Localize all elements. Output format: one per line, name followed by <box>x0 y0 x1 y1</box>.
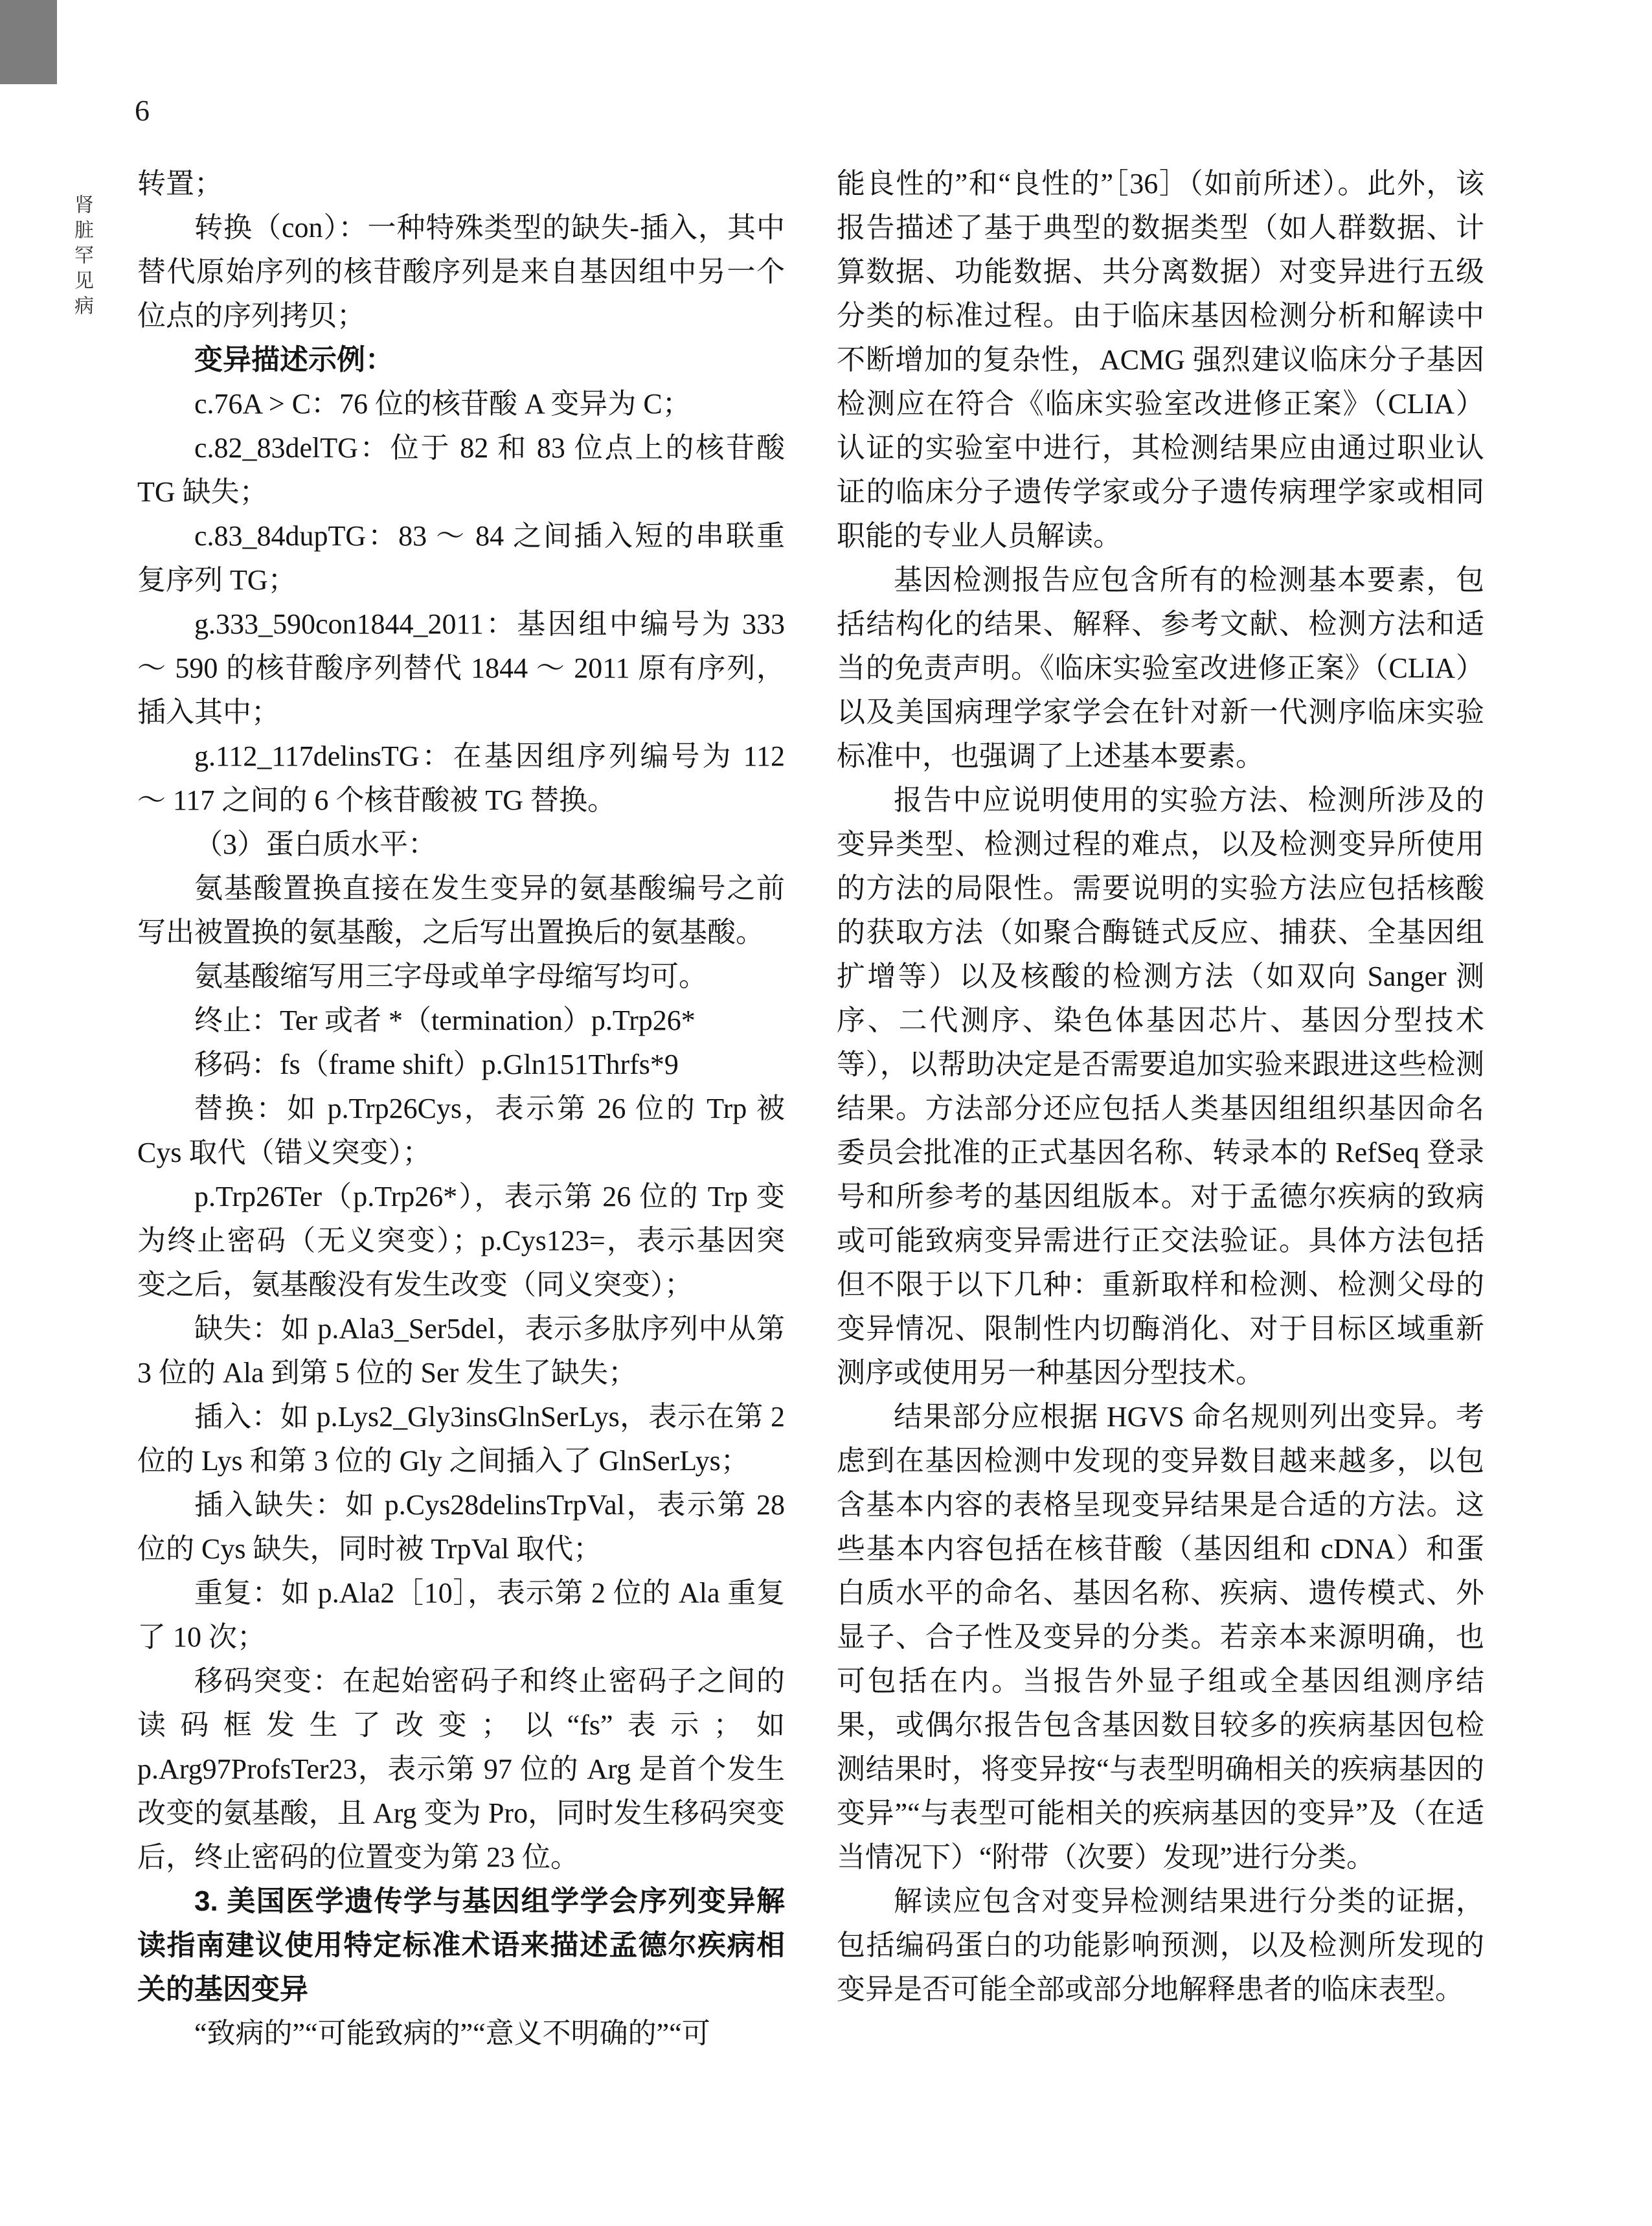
paragraph: 报告中应说明使用的实验方法、检测所涉及的变异类型、检测过程的难点，以及检测变异所使用的方法的局限性。需要说明的实验方法应包括核酸的获取方法（如聚合酶链式反应、捕获、全基因组扩增等）以及核酸的检测方法（如双向 Sanger 测序、二代测序、染色体基因芯片、基因分型技术等），以帮助决定是否需要追加实验来跟进这些检测结果。方法部分还应包括人类基因组组织基因命名委员会批准的正式基因名称、转录本的 RefSeq 登录号和所参考的基因组版本。对于孟德尔疾病的致病或可能致病变异需进行正交法验证。具体方法包括但不限于以下几种：重新取样和检测、检测父母的变异情况、限制性内切酶消化、对于目标区域重新测序或使用另一种基因分型技术。 <box>837 784 1484 1389</box>
paragraph: p.Trp26Ter（p.Trp26*），表示第 26 位的 Trp 变为终止密码（无义突变）；p.Cys123=，表示基因突变之后，氨基酸没有发生改变（同义突变）； <box>137 1181 785 1300</box>
paragraph: 解读应包含对变异检测结果进行分类的证据，包括编码蛋白的功能影响预测，以及检测所发现的变异是否可能全部或部分地解释患者的临床表型。 <box>837 1885 1484 2005</box>
margin-vertical-label: 肾脏罕见病 <box>71 194 93 321</box>
paragraph: 转置； <box>137 168 223 199</box>
right-column <box>837 162 1484 2056</box>
paragraph: c.83_84dupTG：83 ～ 84 之间插入短的串联重复序列 TG； <box>137 520 785 596</box>
paragraph: 变异描述示例： <box>194 344 394 376</box>
paragraph: 基因检测报告应包含所有的检测基本要素，包括结构化的结果、解释、参考文献、检测方法和适当的免责声明。《临床实验室改进修正案》（CLIA）以及美国病理学家学会在针对新一代测序临床实验标准中，也强调了上述基本要素。 <box>837 564 1484 772</box>
paragraph: c.76A > C：76 位的核苷酸 A 变异为 C； <box>194 388 691 420</box>
page-number: 6 <box>135 94 150 127</box>
paragraph: 氨基酸置换直接在发生变异的氨基酸编号之前写出被置换的氨基酸，之后写出置换后的氨基酸。 <box>137 872 785 948</box>
paragraph: 移码：fs（frame shift）p.Gln151Thrfs*9 <box>194 1049 679 1080</box>
paragraph: 能良性的”和“良性的”［36］（如前所述）。此外，该报告描述了基于典型的数据类型（如人群数据、计算数据、功能数据、共分离数据）对变异进行五级分类的标准过程。由于临床基因检测分析和解读中不断增加的复杂性，ACMG 强烈建议临床分子基因检测应在符合《临床实验室改进修正案》（CLIA）认证的实验室中进行，其检测结果应由通过职业认证的临床分子遗传学家或分子遗传病理学家或相同职能的专业人员解读。 <box>837 168 1484 552</box>
paragraph: 插入缺失：如 p.Cys28delinsTrpVal，表示第 28 位的 Cys 缺失，同时被 TrpVal 取代； <box>137 1489 785 1565</box>
paragraph: 氨基酸缩写用三字母或单字母缩写均可。 <box>194 960 707 992</box>
left-column <box>137 162 785 2056</box>
paragraph: 终止：Ter 或者 *（termination）p.Trp26* <box>194 1005 696 1036</box>
paragraph: 缺失：如 p.Ala3_Ser5del，表示多肽序列中从第 3 位的 Ala 到第 5 位的 Ser 发生了缺失； <box>137 1313 785 1389</box>
paragraph: 移码突变：在起始密码子和终止密码子之间的读码框发生了改变；以“fs”表示；如 p.Arg97ProfsTer23，表示第 97 位的 Arg 是首个发生改变的氨基酸，且 Arg 变为 Pro，同时发生移码突变后，终止密码的位置变为第 23 位。 <box>137 1665 785 1873</box>
paragraph: 替换：如 p.Trp26Cys，表示第 26 位的 Trp 被 Cys 取代（错义突变）； <box>137 1093 785 1168</box>
paragraph: c.82_83delTG：位于 82 和 83 位点上的核苷酸 TG 缺失； <box>137 432 785 508</box>
paragraph: “致病的”“可能致病的”“意义不明确的”“可 <box>194 2017 710 2049</box>
paragraph: 转换（con）：一种特殊类型的缺失-插入，其中替代原始序列的核苷酸序列是来自基因组中另一个位点的序列拷贝； <box>137 212 785 332</box>
paragraph: 3. 美国医学遗传学与基因组学学会序列变异解读指南建议使用特定标准术语来描述孟德尔疾病相关的基因变异 <box>137 1885 785 2005</box>
paragraph: 插入：如 p.Lys2_Gly3insGlnSerLys，表示在第 2 位的 Lys 和第 3 位的 Gly 之间插入了 GlnSerLys； <box>137 1401 785 1477</box>
corner-bleed-block <box>0 0 57 84</box>
paragraph: g.333_590con1844_2011：基因组中编号为 333 ～ 590 的核苷酸序列替代 1844 ～ 2011 原有序列，插入其中； <box>137 608 785 728</box>
paragraph: 重复：如 p.Ala2［10］，表示第 2 位的 Ala 重复了 10 次； <box>137 1577 785 1653</box>
text-columns <box>137 162 1484 2056</box>
paragraph: （3）蛋白质水平： <box>194 828 436 860</box>
paragraph: g.112_117delinsTG：在基因组序列编号为 112 ～ 117 之间的 6 个核苷酸被 TG 替换。 <box>137 740 785 816</box>
paragraph: 结果部分应根据 HGVS 命名规则列出变异。考虑到在基因检测中发现的变异数目越来越多，以包含基本内容的表格呈现变异结果是合适的方法。这些基本内容包括在核苷酸（基因组和 cDNA）和蛋白质水平的命名、基因名称、疾病、遗传模式、外显子、合子性及变异的分类。若亲本来源明确，也可包括在内。当报告外显子组或全基因组测序结果，或偶尔报告包含基因数目较多的疾病基因包检测结果时，将变异按“与表型明确相关的疾病基因的变异”“与表型可能相关的疾病基因的变异”及（在适当情况下）“附带（次要）发现”进行分类。 <box>837 1401 1484 1873</box>
